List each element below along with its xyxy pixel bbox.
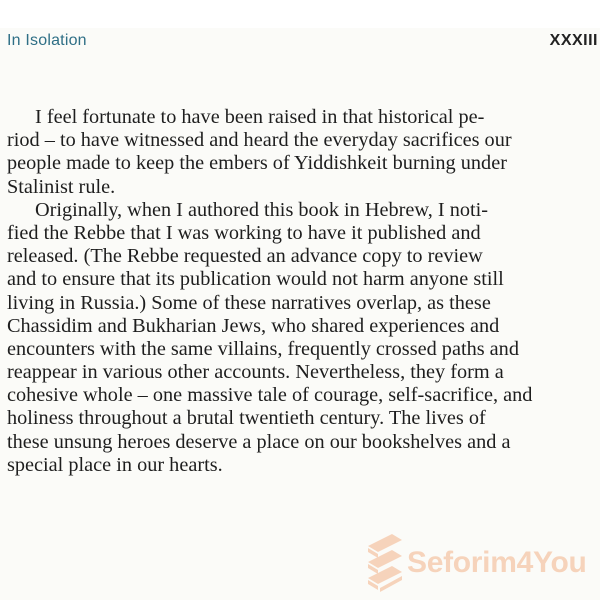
text-line: these unsung heroes deserve a place on our bookshelves and a <box>7 430 511 453</box>
page-number: XXXIII <box>549 32 598 49</box>
text-line: holiness throughout a brutal twentieth century. The lives of <box>7 407 486 430</box>
text-line: I feel fortunate to have been raised in that historical pe- <box>35 106 485 128</box>
text-line: special place in our hearts. <box>7 453 223 476</box>
text-line: Stalinist rule. <box>7 175 116 198</box>
top-margin <box>0 0 600 28</box>
section-title: In Isolation <box>7 32 87 49</box>
text-line: released. (The Rebbe requested an advance copy to review <box>7 245 483 268</box>
text-line: Chassidim and Bukharian Jews, who shared experiences and <box>7 314 500 337</box>
text-line: Originally, when I authored this book in Hebrew, I noti- <box>35 198 489 221</box>
text-line: riod – to have witnessed and heard the everyday sacrifices our <box>7 129 512 152</box>
running-header <box>0 30 600 56</box>
stacked-books-icon <box>362 532 410 598</box>
text-line: encounters with the same villains, frequently crossed paths and <box>7 337 519 360</box>
body-text <box>7 106 600 477</box>
text-line: cohesive whole – one massive tale of courage, self-sacrifice, and <box>7 384 533 407</box>
text-line: fied the Rebbe that I was working to have it published and <box>7 221 481 244</box>
text-line: people made to keep the embers of Yiddishkeit burning under <box>7 152 507 175</box>
text-line: living in Russia.) Some of these narratives overlap, as these <box>7 291 491 314</box>
text-line: and to ensure that its publication would not harm anyone still <box>7 268 504 291</box>
text-line: reappear in various other accounts. Nevertheless, they form a <box>7 361 504 384</box>
watermark-text: Seforim4You <box>407 546 587 579</box>
watermark <box>362 532 600 600</box>
